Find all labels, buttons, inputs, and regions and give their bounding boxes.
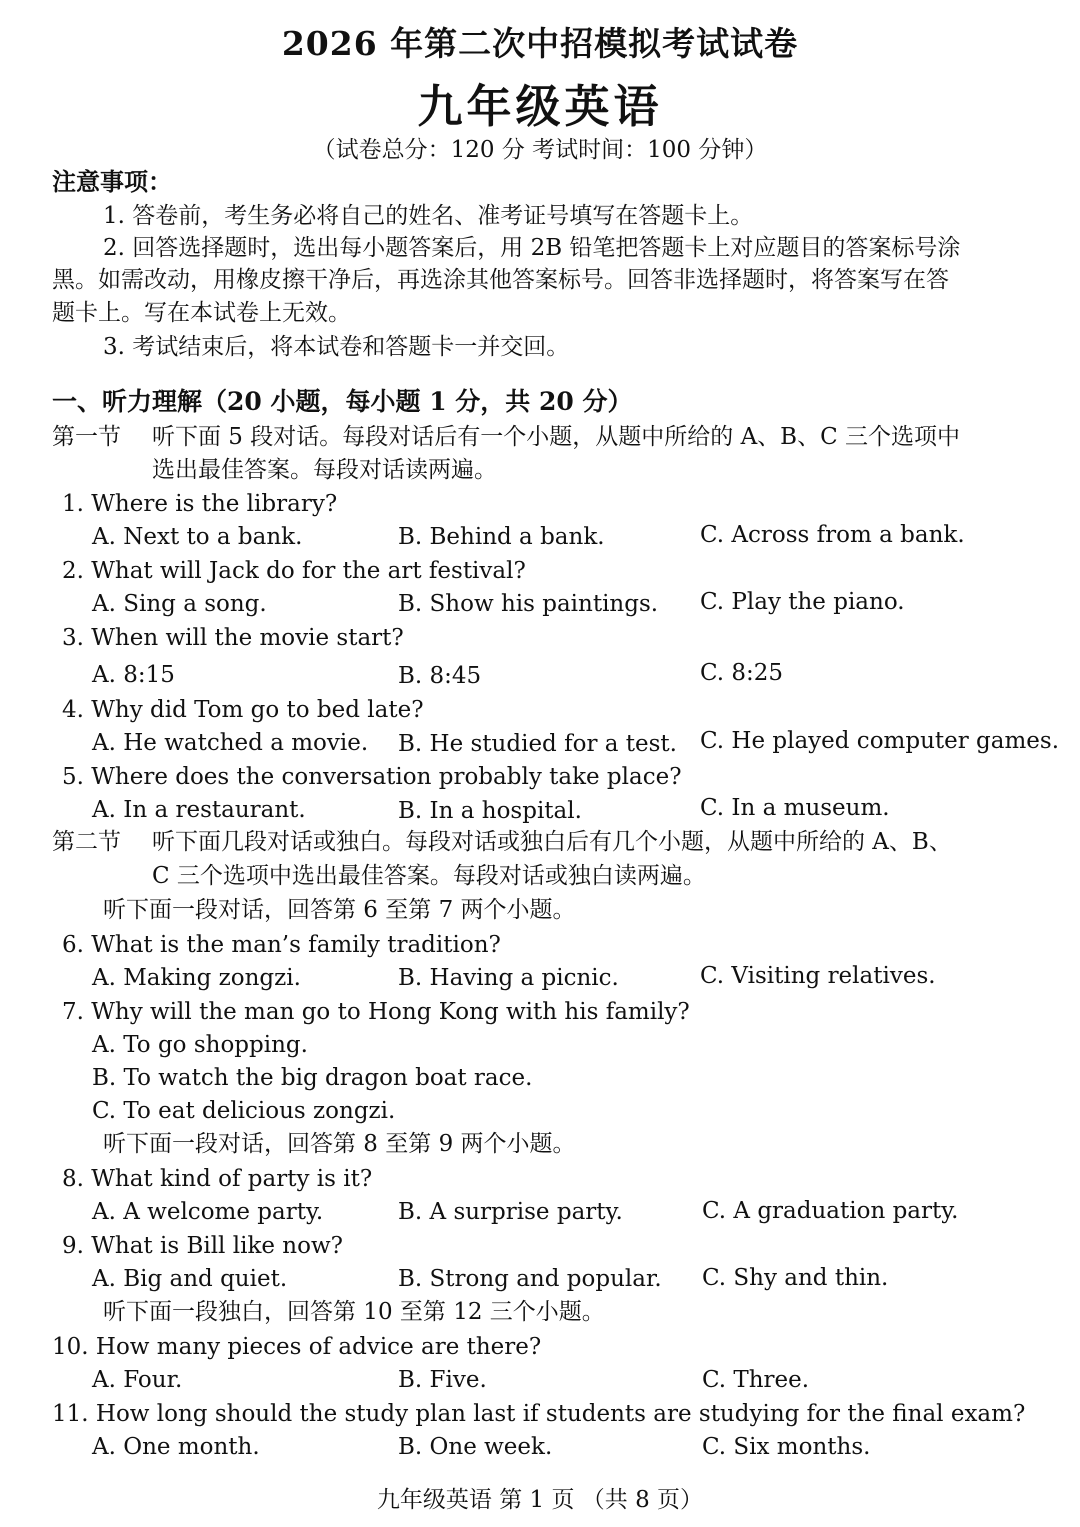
question-10: 10. How many pieces of advice are there? [52,1334,542,1360]
q1-option-b: B. Behind a bank. [398,524,605,550]
q1-option-c: C. Across from a bank. [700,522,965,548]
q10-option-a: A. Four. [92,1367,183,1393]
notice-line-5: 3. 考试结束后，将本试卷和答题卡一并交回。 [103,334,570,360]
instruction-q8-9: 听下面一段对话，回答第 8 至第 9 两个小题。 [103,1131,576,1157]
q3-option-c: C. 8:25 [700,660,784,686]
question-9: 9. What is Bill like now? [62,1233,343,1259]
part2-instruction-1: 听下面几段对话或独白。每段对话或独白后有几个小题，从题中所给的 A、B、 [152,829,952,855]
notice-line-1: 1. 答卷前，考生务必将自己的姓名、准考证号填写在答题卡上。 [103,203,754,229]
q6-option-b: B. Having a picnic. [398,965,619,991]
page-footer: 九年级英语 第 1 页 （共 8 页） [376,1487,704,1513]
q8-option-c: C. A graduation party. [702,1198,959,1224]
notice-line-4: 题卡上。写在本试卷上无效。 [52,300,351,326]
part1-label: 第一节 [52,424,121,450]
question-8: 8. What kind of party is it? [62,1166,373,1192]
notice-line-3: 黑。如需改动，用橡皮擦干净后，再选涂其他答案标号。回答非选择题时，将答案写在答 [52,267,949,293]
subject-title: 九年级英语 [417,80,663,133]
q4-option-b: B. He studied for a test. [398,731,677,757]
question-7: 7. Why will the man go to Hong Kong with his family? [62,999,690,1025]
q8-option-b: B. A surprise party. [398,1199,623,1225]
q9-option-b: B. Strong and popular. [398,1266,662,1292]
question-11: 11. How long should the study plan last if students are studying for the final exam? [52,1401,1026,1427]
q1-option-a: A. Next to a bank. [92,524,303,550]
q11-option-b: B. One week. [398,1434,553,1460]
question-1: 1. Where is the library? [62,491,338,517]
q6-option-a: A. Making zongzi. [92,965,301,991]
q2-option-b: B. Show his paintings. [398,591,659,617]
q3-option-a: A. 8:15 [92,662,175,688]
q4-option-c: C. He played computer games. [700,728,1060,754]
q7-option-a: A. To go shopping. [92,1032,308,1058]
question-6: 6. What is the man’s family tradition? [62,932,501,958]
part2-label: 第二节 [52,829,121,855]
exam-info: （试卷总分：120 分 考试时间：100 分钟） [312,137,768,163]
q5-option-a: A. In a restaurant. [92,797,306,823]
notice-heading: 注意事项： [52,167,172,196]
question-3: 3. When will the movie start? [62,625,404,651]
exam-title: 2026 年第二次中招模拟考试试卷 [281,24,799,63]
part1-instruction-1: 听下面 5 段对话。每段对话后有一个小题，从题中所给的 A、B、C 三个选项中 [152,424,960,450]
question-4: 4. Why did Tom go to bed late? [62,697,424,723]
instruction-q6-7: 听下面一段对话，回答第 6 至第 7 两个小题。 [103,897,576,923]
question-5: 5. Where does the conversation probably take place? [62,764,682,790]
q7-option-c: C. To eat delicious zongzi. [92,1098,396,1124]
q3-option-b: B. 8:45 [398,663,482,689]
q6-option-c: C. Visiting relatives. [700,963,936,989]
q10-option-b: B. Five. [398,1367,487,1393]
q9-option-a: A. Big and quiet. [92,1266,288,1292]
q2-option-c: C. Play the piano. [700,589,905,615]
question-2: 2. What will Jack do for the art festival? [62,558,526,584]
q8-option-a: A. A welcome party. [92,1199,324,1225]
instruction-q10-12: 听下面一段独白，回答第 10 至第 12 三个小题。 [103,1299,605,1325]
q9-option-c: C. Shy and thin. [702,1265,889,1291]
q7-option-b: B. To watch the big dragon boat race. [92,1065,533,1091]
part1-instruction-2: 选出最佳答案。每段对话读两遍。 [152,457,497,483]
q4-option-a: A. He watched a movie. [92,730,369,756]
q11-option-c: C. Six months. [702,1434,871,1460]
q10-option-c: C. Three. [702,1367,810,1393]
part2-instruction-2: C 三个选项中选出最佳答案。每段对话或独白读两遍。 [152,863,706,889]
notice-line-2: 2. 回答选择题时，选出每小题答案后，用 2B 铅笔把答题卡上对应题目的答案标号涂 [103,235,961,261]
q11-option-a: A. One month. [92,1434,260,1460]
q2-option-a: A. Sing a song. [92,591,267,617]
q5-option-b: B. In a hospital. [398,798,582,824]
section-heading: 一、听力理解（20 小题，每小题 1 分，共 20 分） [52,387,633,416]
q5-option-c: C. In a museum. [700,795,890,821]
